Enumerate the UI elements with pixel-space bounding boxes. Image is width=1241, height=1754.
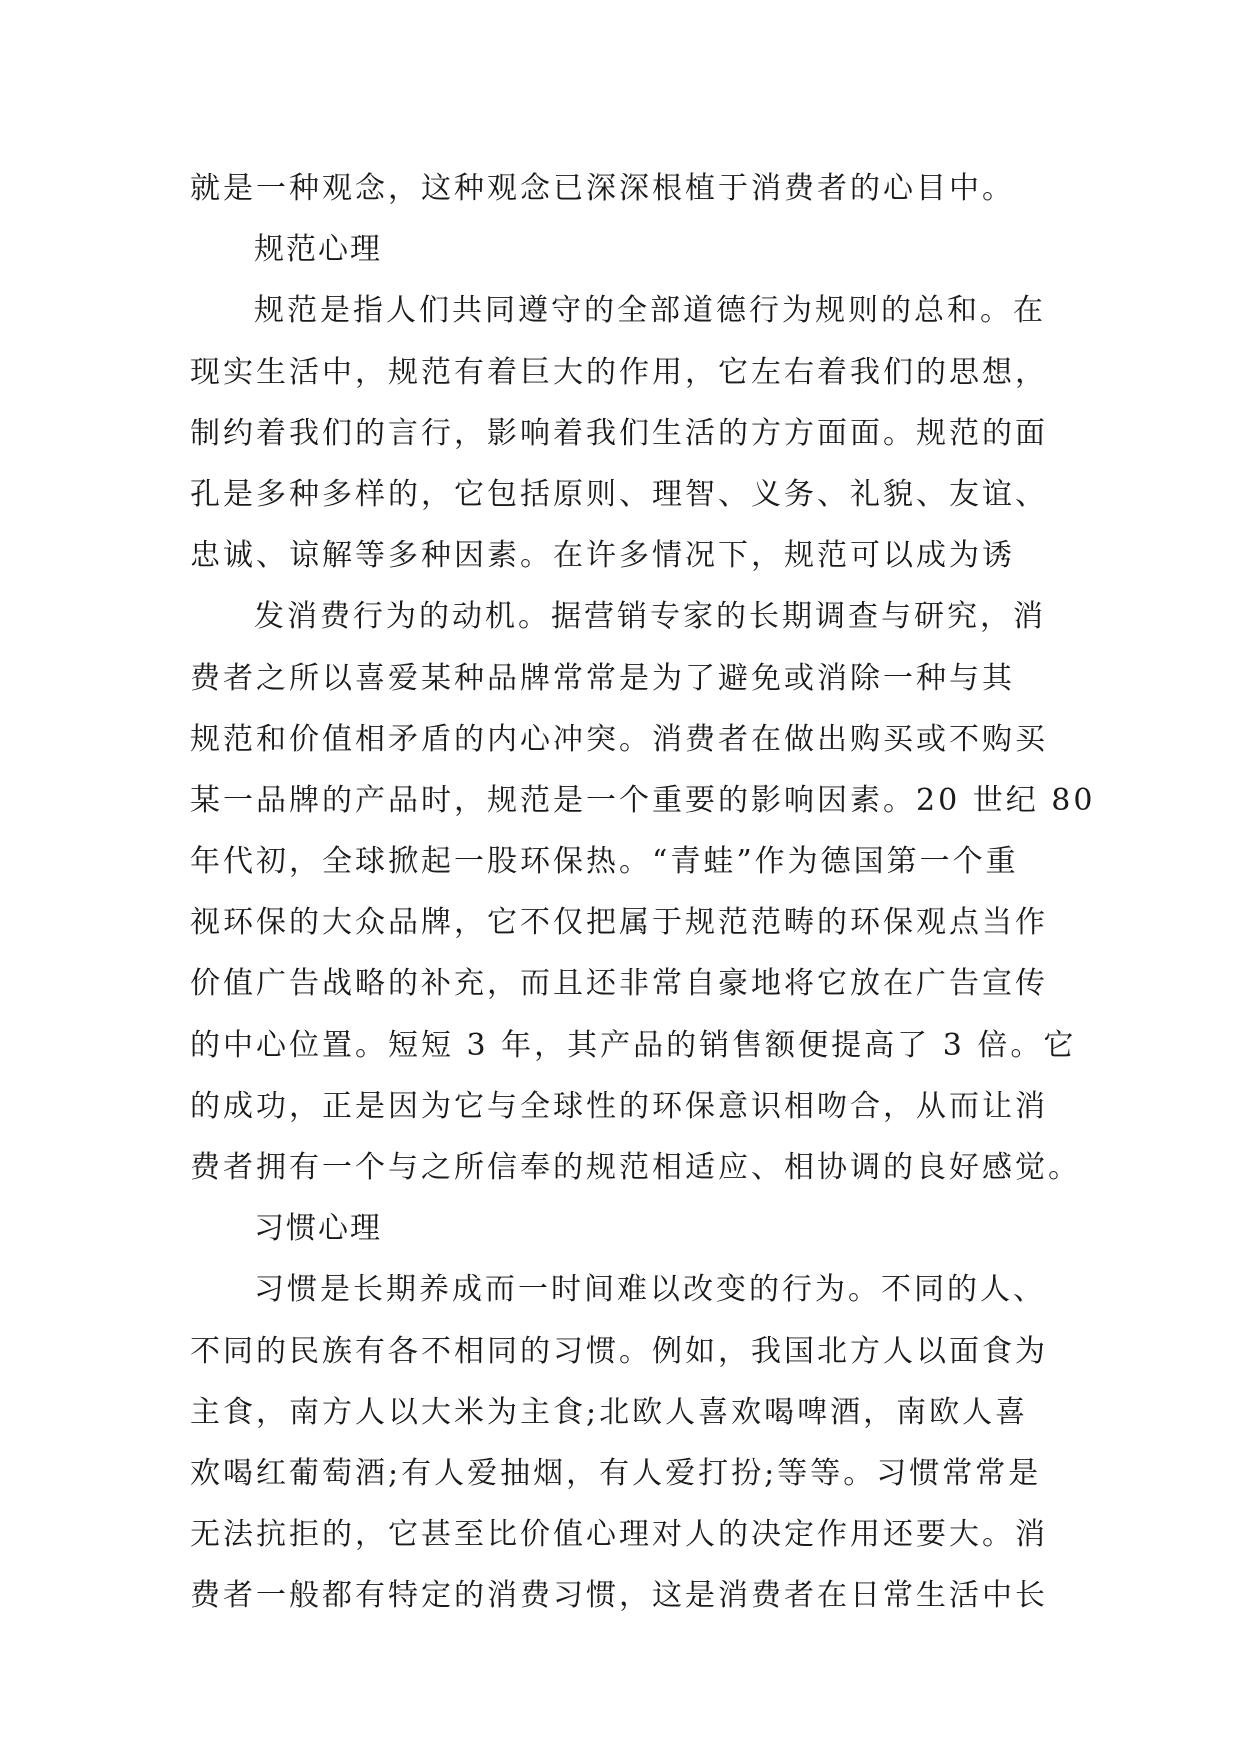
- text-line: 忠诚、谅解等多种因素。在许多情况下，规范可以成为诱: [190, 538, 1015, 574]
- text-line: 视环保的大众品牌，它不仅把属于规范范畴的环保观点当作: [190, 905, 1048, 941]
- text-line: 费者一般都有特定的消费习惯，这是消费者在日常生活中长: [190, 1578, 1048, 1614]
- text-line: 年代初，全球掀起一股环保热。“青蛙”作为德国第一个重: [190, 844, 1019, 880]
- text-line: 的成功，正是因为它与全球性的环保意识相吻合，从而让消: [190, 1088, 1048, 1124]
- paragraph-first-line: 习惯是长期养成而一时间难以改变的行为。不同的人、: [254, 1272, 1046, 1308]
- text-line: 无法抗拒的，它甚至比价值心理对人的决定作用还要大。消: [190, 1517, 1048, 1553]
- text-line: 某一品牌的产品时，规范是一个重要的影响因素。20 世纪 80: [190, 782, 1096, 818]
- text-line: 费者之所以喜爱某种品牌常常是为了避免或消除一种与其: [190, 660, 1015, 696]
- section-heading: 习惯心理: [254, 1211, 382, 1247]
- text-line: 规范和价值相矛盾的内心冲突。消费者在做出购买或不购买: [190, 721, 1048, 757]
- text-line: 孔是多种多样的，它包括原则、理智、义务、礼貌、友谊、: [190, 476, 1048, 512]
- paragraph-first-line: 发消费行为的动机。据营销专家的长期调查与研究，消: [254, 599, 1046, 635]
- paragraph-first-line: 规范是指人们共同遵守的全部道德行为规则的总和。在: [254, 293, 1046, 329]
- text-line: 主食，南方人以大米为主食;北欧人喜欢喝啤酒，南欧人喜: [190, 1394, 1029, 1430]
- text-line: 制约着我们的言行，影响着我们生活的方方面面。规范的面: [190, 415, 1048, 451]
- text-line: 价值广告战略的补充，而且还非常自豪地将它放在广告宣传: [190, 966, 1048, 1002]
- document-body: [190, 158, 1096, 1627]
- text-line: 费者拥有一个与之所信奉的规范相适应、相协调的良好感觉。: [190, 1150, 1081, 1185]
- text-line: 现实生活中，规范有着巨大的作用，它左右着我们的思想，: [190, 354, 1048, 390]
- text-line: 的中心位置。短短 3 年，其产品的销售额便提高了 3 倍。它: [190, 1027, 1077, 1063]
- text-line: 欢喝红葡萄酒;有人爱抽烟，有人爱打扮;等等。习惯常常是: [190, 1455, 1042, 1491]
- section-heading: 规范心理: [254, 232, 382, 268]
- text-line: 就是一种观念，这种观念已深深根植于消费者的心目中。: [190, 171, 1015, 206]
- text-line: 不同的民族有各不相同的习惯。例如，我国北方人以面食为: [190, 1333, 1048, 1369]
